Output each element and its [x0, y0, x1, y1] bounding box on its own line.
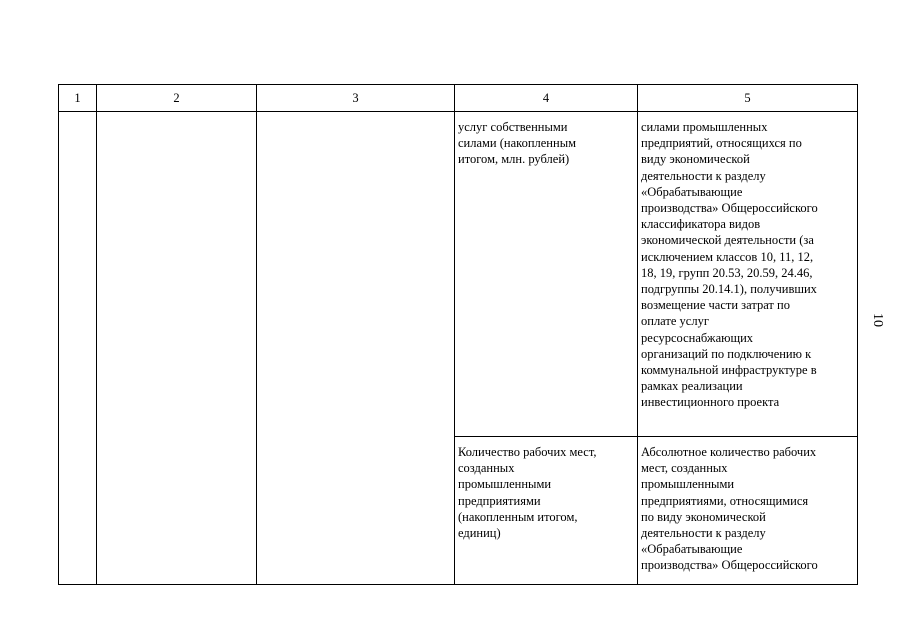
column-header-5: 5 — [638, 85, 858, 112]
indicator-name: Количество рабочих мест, созданных промышленными предприятиями (накопленным итогом, единиц) — [458, 445, 597, 541]
indicator-name: услуг собственными силами (накопленным итогом, млн. рублей) — [458, 120, 576, 167]
column-header-1: 1 — [59, 85, 97, 112]
table-cell-indicator — [455, 437, 638, 585]
table-cell-col1 — [59, 112, 97, 585]
indicator-description: силами промышленных предприятий, относящихся по виду экономической деятельности к разделу «Обрабатывающие производства» Общероссийского классификатора видов экономической деятельности (за исключением классов 10, 11, 12, 18, 19, групп 20.53, 20.59, 24.46, подгруппы 20.14.1), получивших возмещение части затрат по оплате услуг ресурсоснабжающих организаций по подключению к коммунальной инфраструктуре в рамках реализации инвестиционного проекта — [641, 120, 818, 410]
column-header-4: 4 — [455, 85, 638, 112]
column-header-3: 3 — [257, 85, 455, 112]
table-cell-description — [638, 437, 858, 585]
table-cell-col2 — [97, 112, 257, 585]
table-cell-description — [638, 112, 858, 437]
table-cell-indicator — [455, 112, 638, 437]
indicator-description: Абсолютное количество рабочих мест, созданных промышленными предприятиями, относящимися по виду экономической деятельности к разделу «Обрабатывающие производства» Общероссийского — [641, 445, 818, 573]
column-header-2: 2 — [97, 85, 257, 112]
table-row — [59, 112, 858, 437]
table-cell-col3 — [257, 112, 455, 585]
table-header-row — [59, 85, 858, 112]
data-table — [58, 84, 858, 585]
page-number: 10 — [870, 313, 885, 327]
